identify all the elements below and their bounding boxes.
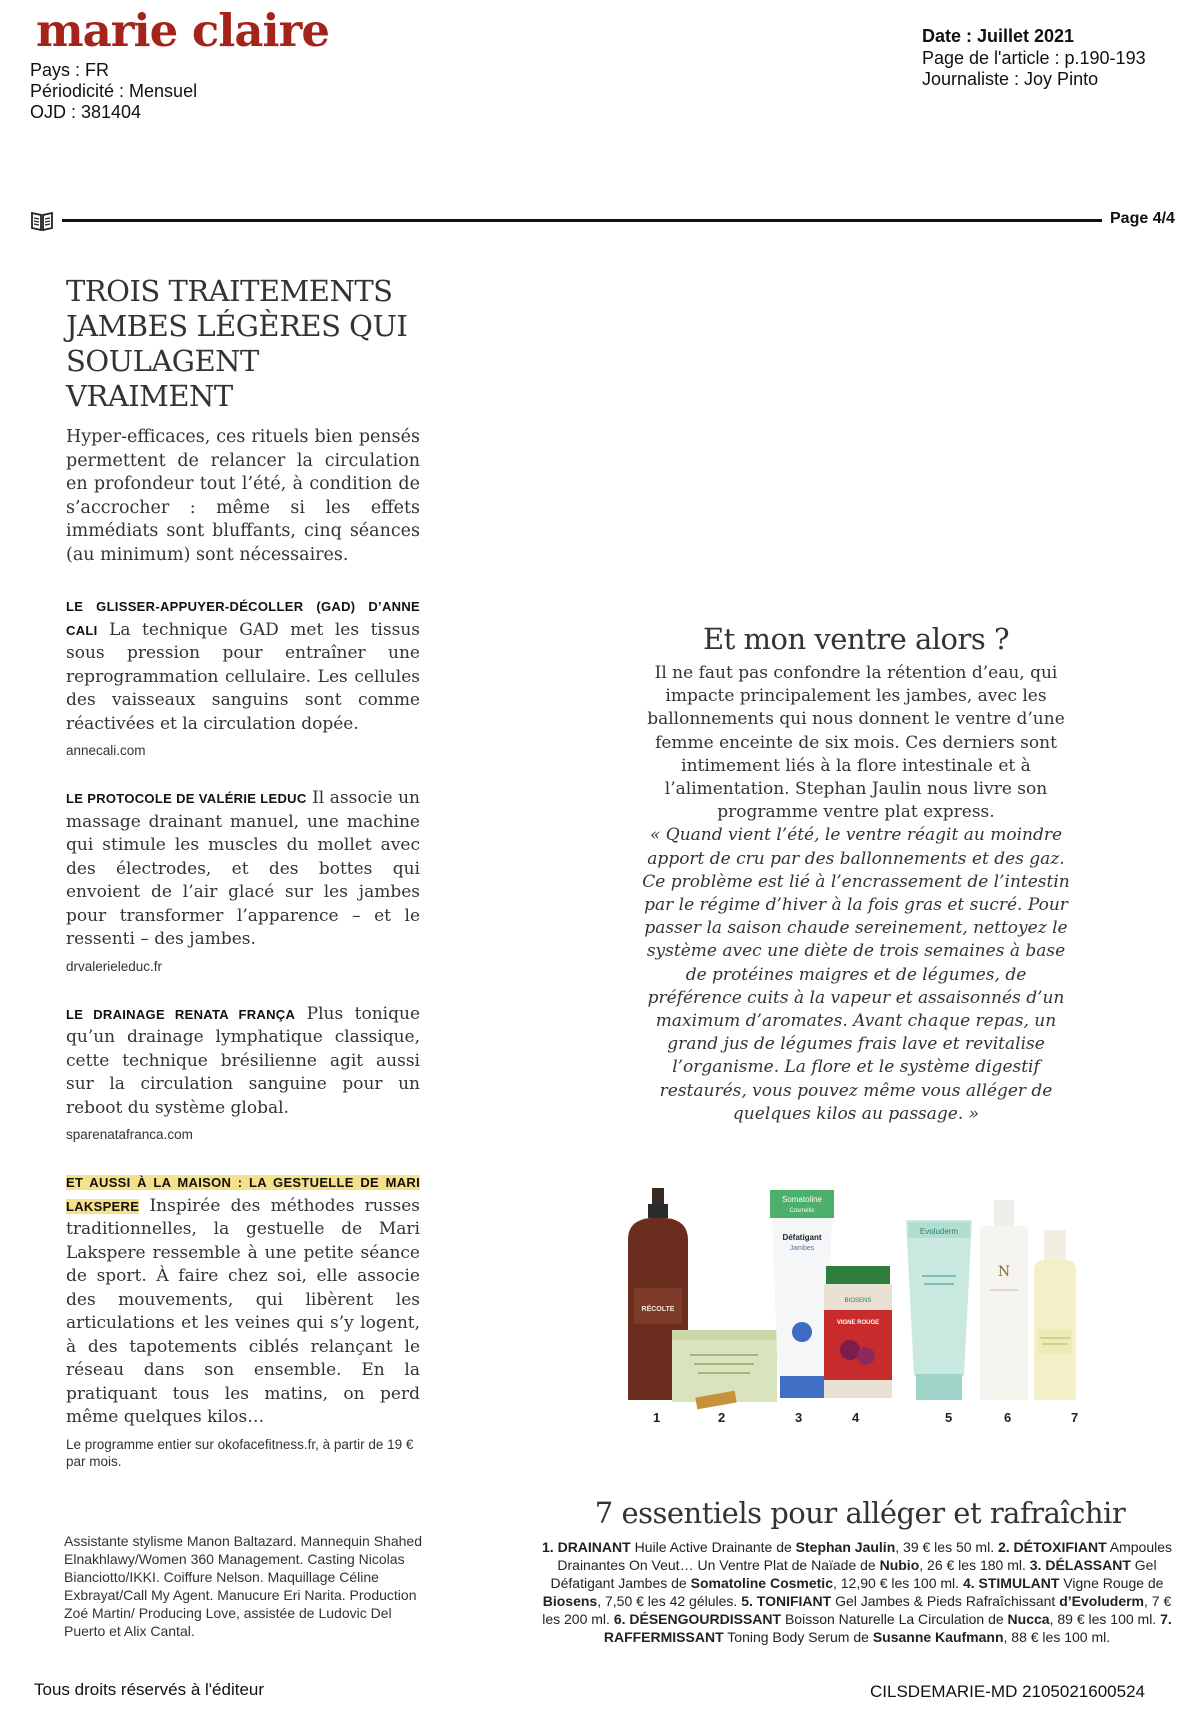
- nucca-label: N: [997, 1264, 1011, 1280]
- product-number: 1: [653, 1410, 661, 1425]
- product-4-biosens: [824, 1266, 892, 1398]
- left-column: [66, 274, 420, 1470]
- essential-item: 2. DÉTOXIFIANT Ampoules Drainantes On Veut… Un Ventre Plat de Naïade de Nubio, 26 € les 180 ml.: [557, 1539, 1172, 1573]
- brand-logo: marie claire: [36, 4, 329, 57]
- essential-item: 4. STIMULANT Vigne Rouge de Biosens, 7,50 € les 42 gélules.: [542, 1575, 1164, 1609]
- book-icon: [30, 210, 54, 232]
- essentials-list: [536, 1538, 1178, 1646]
- page-number: Page 4/4: [1110, 210, 1175, 227]
- section-body: Plus tonique qu’un drainage lymphatique classique, cette technique brésilienne agit aussi sur la circulation sanguine pour un reboot du système global.: [66, 1003, 421, 1118]
- essential-item: 5. TONIFIANT Gel Jambes & Pieds Rafraîchissant d’Evoluderm, 7 € les 200 ml.: [542, 1593, 1172, 1627]
- journalist: Journaliste : Joy Pinto: [922, 69, 1099, 89]
- section-body: Inspirée des méthodes russes traditionnelles, la gestuelle de Mari Lakspere ressemble à une petite séance de sport. À faire chez soi, elle associe des mouvements, qui libèrent les articulations et les veines qui s’y logent, à des tapotements ciblés relançant le réseau dans son ensemble. En la pratiquant tous les matins, on perd même quelques kilos…: [66, 1195, 420, 1427]
- section-title: LE DRAINAGE RENATA FRANÇA: [66, 1006, 296, 1022]
- section-renata: [66, 1003, 420, 1144]
- evoluderm-label: Evoluderm: [919, 1227, 959, 1236]
- article-page: Page de l'article : p.190-193: [922, 48, 1146, 68]
- section-body: La technique GAD met les tissus sous pression pour entraîner une reprogrammation cellulaire. Les cellules des vaisseaux sanguins sont comme réactivées et la circulation dopée.: [66, 619, 420, 734]
- somatoline-product-label: Défatigant: [782, 1233, 822, 1242]
- date: Date : Juillet 2021: [922, 26, 1075, 46]
- somatoline-sub2-label: Jambes: [789, 1245, 815, 1252]
- essential-item: 3. DÉLASSANT Gel Défatigant Jambes de Somatoline Cosmetic, 12,90 € les 100 ml.: [550, 1557, 1157, 1591]
- ventre-quote: « Quand vient l’été, le ventre réagit au moindre apport de cru par des ballonnements et des gaz. Ce problème est lié à l’encrassement de l’intestin par le régime d’hiver à la fois gras et sucré. Pour passer la saison chaude sereinement, nettoyez le système avec une diète de trois semaines à base de protéines maigres et de légumes, de préférence cuits à la vapeur et assaisonnés d’un maximum d’aromates. Avant chaque repas, un grand jus de légumes frais lave et revitalise l’organisme. La flore et le système digestif restaurés, vous pouvez même vous alléger de quelques kilos au passage. »: [642, 825, 1070, 1124]
- article-headline: TROIS TRAITEMENTS JAMBES LÉGÈRES QUI SOULAGENT VRAIMENT: [66, 274, 408, 413]
- document-code: CILSDEMARIE-MD 2105021600524: [870, 1682, 1145, 1701]
- essential-item: 7. RAFFERMISSANT Toning Body Serum de Susanne Kaufmann, 88 € les 100 ml.: [603, 1611, 1172, 1645]
- product-number: 2: [718, 1410, 726, 1425]
- product-number: 5: [945, 1410, 953, 1425]
- section-leduc: [66, 787, 420, 975]
- product-6-nucca: [980, 1200, 1028, 1400]
- somatoline-brand-label: Somatoline: [781, 1195, 823, 1204]
- ojd: OJD : 381404: [30, 102, 142, 122]
- section-title: LE PROTOCOLE DE VALÉRIE LEDUC: [66, 791, 307, 806]
- section-link: sparenatafranca.com: [66, 1127, 193, 1142]
- ventre-box: [636, 622, 1076, 1126]
- article-intro: Hyper-efficaces, ces rituels bien pensés permettent de relancer la circulation en profondeur tout l’été, à condition de s’accrocher : même si les effets immédiats sont bluffants, cinq séances (au minimum) sont nécessaires.: [66, 427, 420, 565]
- product-number: 4: [852, 1410, 860, 1425]
- section-body: Il associe un massage drainant manuel, une machine qui stimule les muscles du mollet avec des électrodes, et des bottes qui envoient de l’air glacé sur les jambes pour transformer l’apparence – et le ressenti – des jambes.: [66, 788, 420, 949]
- product-7-serum: [1034, 1230, 1076, 1400]
- country: Pays : FR: [30, 60, 110, 80]
- ventre-body: Il ne faut pas confondre la rétention d’eau, qui impacte principalement les jambes, avec les ballonnements qui nous donnent le ventre d’une femme enceinte de six mois. Ces derniers sont intimement liés à la flore intestinale et à l’alimentation. Stephan Jaulin nous livre son programme ventre plat express.: [647, 663, 1065, 823]
- photo-credits: Assistante stylisme Manon Baltazard. Mannequin Shahed Elnakhlawy/Women 360 Management. Casting Nicolas Bianciotto/IKKI. Coiffure Nelson. Maquillage Céline Exbrayat/Call My Agent. Manucure Eri Narita. Production Zoé Martin/ Producing Love, assistée de Ludovic Del Puerto et Alix Cantal.: [64, 1533, 422, 1639]
- rights-notice: Tous droits réservés à l'éditeur: [34, 1680, 265, 1699]
- essentials-title: 7 essentiels pour alléger et rafraîchir: [594, 1496, 1126, 1530]
- product-number: 7: [1071, 1410, 1079, 1425]
- section-title: LE GLISSER-APPUYER-DÉCOLLER (GAD) D’ANNE CALI: [66, 599, 420, 638]
- product-2-ampoules: [672, 1330, 777, 1409]
- essential-item: 1. DRAINANT Huile Active Drainante de Stephan Jaulin, 39 € les 50 ml.: [542, 1539, 998, 1555]
- vigne-label: VIGNE ROUGE: [836, 1320, 880, 1326]
- ventre-title: Et mon ventre alors ?: [702, 622, 1010, 656]
- header-rule: [62, 219, 1102, 222]
- biosens-label: BIOSENS: [844, 1298, 872, 1304]
- somatoline-sub-label: Cosmetic: [789, 1208, 815, 1214]
- essential-item: 6. DÉSENGOURDISSANT Boisson Naturelle La Circulation de Nucca, 89 € les 100 ml.: [613, 1611, 1161, 1627]
- section-gad: [66, 595, 420, 759]
- product-number: 6: [1004, 1410, 1012, 1425]
- section-lakspere: [66, 1171, 420, 1470]
- product-5-evoluderm-gel: [906, 1220, 972, 1400]
- section-link: annecali.com: [66, 743, 146, 758]
- product-number: 3: [795, 1410, 803, 1425]
- section-link: Le programme entier sur okofacefitness.fr, à partir de 19 € par mois.: [66, 1436, 414, 1469]
- section-link: drvalerieleduc.fr: [66, 958, 163, 974]
- recolte-label: RÉCOLTE: [641, 1306, 675, 1313]
- section-title: ET AUSSI À LA MAISON : LA GESTUELLE DE MARI LAKSPERE: [66, 1175, 420, 1214]
- product-photo: [620, 1180, 1100, 1410]
- periodicity: Périodicité : Mensuel: [30, 81, 198, 101]
